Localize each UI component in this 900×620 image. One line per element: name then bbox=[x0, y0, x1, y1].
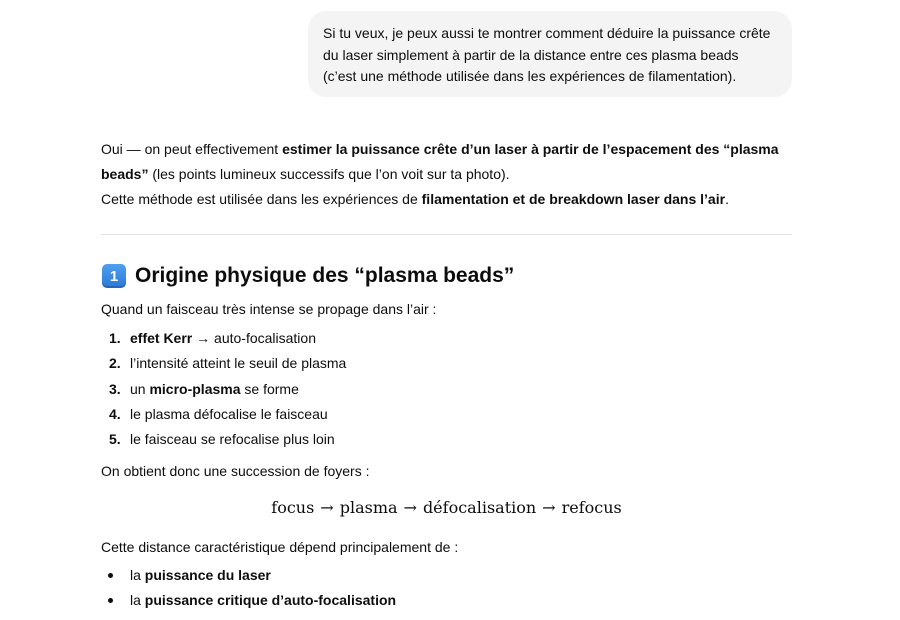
list-number: 3. bbox=[109, 380, 121, 397]
user-message-line: Si tu veux, je peux aussi te montrer comment déduire la puissance crête bbox=[323, 25, 771, 41]
assistant-intro bbox=[101, 137, 792, 212]
list-number: 5. bbox=[109, 431, 121, 448]
intro-text: Oui — on peut effectivement bbox=[101, 141, 283, 157]
arrow-icon: → bbox=[542, 498, 556, 517]
dependency-list bbox=[101, 566, 396, 617]
formula-term: plasma bbox=[339, 498, 398, 517]
list-item-text: la puissance du laser bbox=[130, 567, 271, 583]
arrow-icon: → bbox=[320, 498, 334, 517]
formula-term: focus bbox=[271, 498, 315, 517]
list-number: 2. bbox=[109, 355, 121, 372]
arrow-icon: → bbox=[403, 498, 417, 517]
list-item bbox=[101, 354, 346, 379]
lead-text: Quand un faisceau très intense se propage dans l’air : bbox=[101, 301, 437, 317]
formula-term: défocalisation bbox=[422, 498, 537, 517]
user-message-bubble bbox=[308, 11, 792, 97]
intro-bold-text: filamentation et de breakdown laser dans l’air bbox=[421, 191, 726, 207]
math-formula bbox=[101, 497, 792, 519]
keycap-number-icon: 1 bbox=[102, 264, 126, 288]
intro-text: Cette méthode est utilisée dans les expériences de bbox=[101, 191, 422, 207]
intro-bold-text: estimer la puissance crête d’un laser à partir de l’espacement des “plasma bbox=[282, 141, 779, 157]
section-title: Origine physique des “plasma beads” bbox=[135, 264, 515, 287]
intro-paragraph bbox=[101, 137, 792, 212]
list-number: 1. bbox=[109, 330, 121, 346]
list-item bbox=[101, 566, 396, 591]
list-item-text: le faisceau se refocalise plus loin bbox=[130, 431, 335, 448]
list-item-text: l’intensité atteint le seuil de plasma bbox=[130, 355, 347, 372]
intro-text: . bbox=[725, 191, 729, 207]
list-item bbox=[101, 380, 346, 405]
intro-text: (les points lumineux successifs que l’on voit sur ta photo). bbox=[148, 166, 510, 182]
list-item bbox=[101, 329, 346, 354]
process-steps-list bbox=[101, 329, 346, 455]
list-item-text: un micro-plasma se forme bbox=[130, 380, 299, 397]
user-message-line: (c’est une méthode utilisée dans les expériences de filamentation). bbox=[323, 68, 737, 84]
list-item-text: effet Kerr → auto-focalisation bbox=[130, 330, 316, 346]
intro-line-1 bbox=[101, 137, 792, 162]
list-item-text: la puissance critique d’auto-focalisation bbox=[130, 592, 397, 609]
list-item bbox=[101, 405, 346, 430]
intro-bold-text: beads” bbox=[101, 166, 149, 182]
formula-term: refocus bbox=[561, 498, 622, 517]
dependency-text: Cette distance caractéristique dépend principalement de : bbox=[101, 539, 459, 555]
result-text: On obtient donc une succession de foyers : bbox=[101, 463, 370, 479]
intro-line-2 bbox=[101, 162, 792, 187]
list-item bbox=[101, 430, 346, 455]
user-message-line: du laser simplement à partir de la distance entre ces plasma beads bbox=[323, 46, 739, 63]
bullet-icon bbox=[101, 566, 130, 584]
bullet-icon bbox=[101, 591, 130, 609]
list-number: 4. bbox=[109, 405, 121, 422]
list-item bbox=[101, 591, 396, 616]
section-heading bbox=[102, 262, 514, 290]
intro-line-3 bbox=[101, 187, 792, 212]
list-item-text: le plasma défocalise le faisceau bbox=[130, 405, 328, 422]
section-divider bbox=[101, 234, 792, 235]
